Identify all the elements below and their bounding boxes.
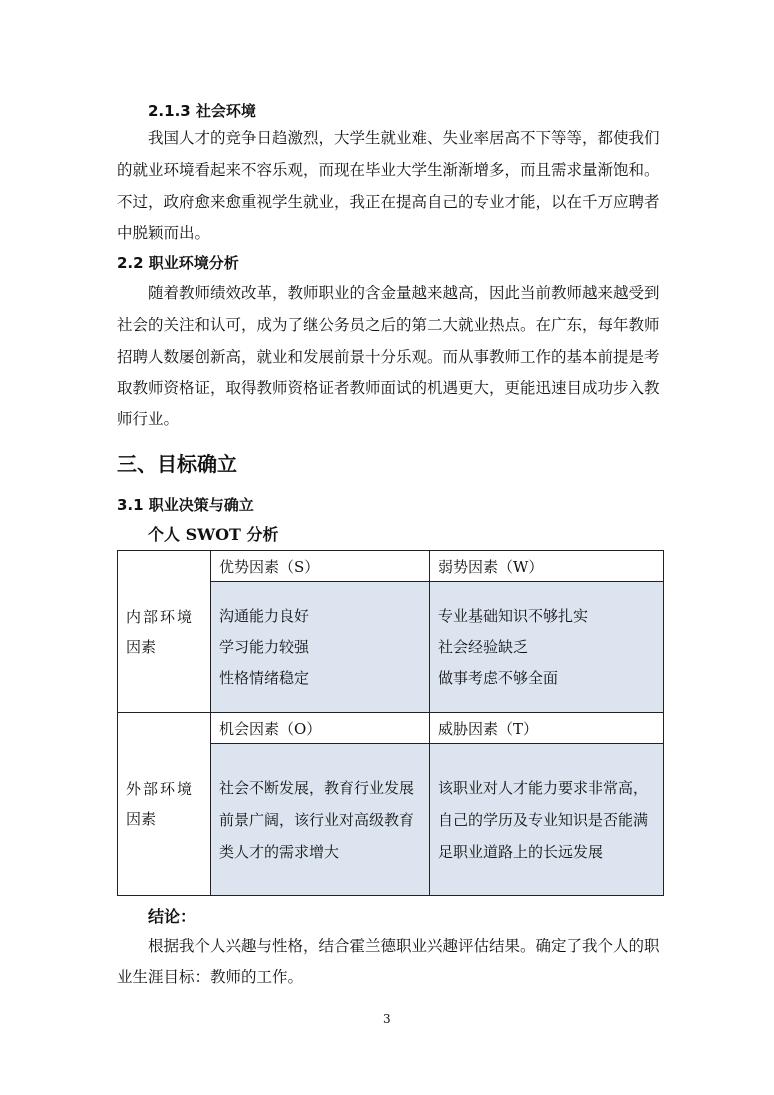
strengths-header: 优势因素（S） (211, 551, 430, 582)
strength-item: 性格情绪稳定 (219, 668, 310, 687)
weaknesses-cell (430, 582, 664, 713)
conclusion-label: 结论： (148, 907, 197, 926)
paragraph-line: 取教师资格证，取得教师资格证者教师面试的机遇更大，更能迅速目成功步入教 (117, 379, 660, 397)
section-heading-2-2: 2.2 职业环境分析 (117, 254, 239, 272)
threats-header: 威胁因素（T） (430, 713, 664, 744)
opportunities-cell (211, 744, 430, 896)
threat-line: 足职业道路上的长远发展 (438, 842, 604, 861)
internal-factors-label: 内部环境 因素 (118, 551, 211, 713)
paragraph-line: 我国人才的竞争日趋激烈，大学生就业难、失业率居高不下等等，都使我们 (148, 129, 660, 147)
section-heading-2-1-3: 2.1.3 社会环境 (148, 102, 256, 120)
opportunity-line: 类人才的需求增大 (219, 842, 340, 861)
paragraph-line: 中脱颖而出。 (117, 224, 211, 242)
paragraph-line: 的就业环境看起来不容乐观，而现在毕业大学生渐渐增多，而且需求量渐饱和。 (117, 161, 660, 179)
paragraph-line: 招聘人数屡创新高，就业和发展前景十分乐观。而从事教师工作的基本前提是考 (117, 348, 660, 366)
paragraph-line: 师行业。 (117, 410, 180, 428)
opportunities-header: 机会因素（O） (211, 713, 430, 744)
weaknesses-header: 弱势因素（W） (430, 551, 664, 582)
external-factors-label: 外部环境 因素 (118, 713, 211, 896)
weakness-item: 社会经验缺乏 (438, 637, 529, 656)
strength-item: 学习能力较强 (219, 637, 310, 656)
strength-item: 沟通能力良好 (219, 606, 310, 625)
threat-line: 自己的学历及专业知识是否能满 (438, 810, 649, 829)
paragraph-line: 业生涯目标：教师的工作。 (117, 968, 304, 986)
swot-caption: 个人 SWOT 分析 (148, 525, 279, 544)
weakness-item: 专业基础知识不够扎实 (438, 606, 589, 625)
threats-cell (430, 744, 664, 896)
swot-table (117, 550, 664, 896)
threat-line: 该职业对人才能力要求非常高， (438, 778, 649, 797)
paragraph-line: 不过，政府愈来愈重视学生就业，我正在提高自己的专业才能，以在千万应聘者 (117, 193, 660, 211)
section-heading-3-1: 3.1 职业决策与确立 (117, 496, 254, 514)
opportunity-line: 社会不断发展，教育行业发展 (219, 778, 415, 797)
opportunity-line: 前景广阔，该行业对高级教育 (219, 810, 415, 829)
paragraph-line: 根据我个人兴趣与性格，结合霍兰德职业兴趣评估结果。确定了我个人的职 (148, 937, 660, 955)
paragraph-line: 社会的关注和认可，成为了继公务员之后的第二大就业热点。在广东，每年教师 (117, 316, 660, 334)
paragraph-line: 随着教师绩效改革，教师职业的含金量越来越高，因此当前教师越来越受到 (148, 284, 660, 302)
weakness-item: 做事考虑不够全面 (438, 668, 559, 687)
strengths-cell (211, 582, 430, 713)
chapter-heading: 三、目标确立 (117, 452, 237, 476)
page-number: 3 (383, 1012, 391, 1026)
